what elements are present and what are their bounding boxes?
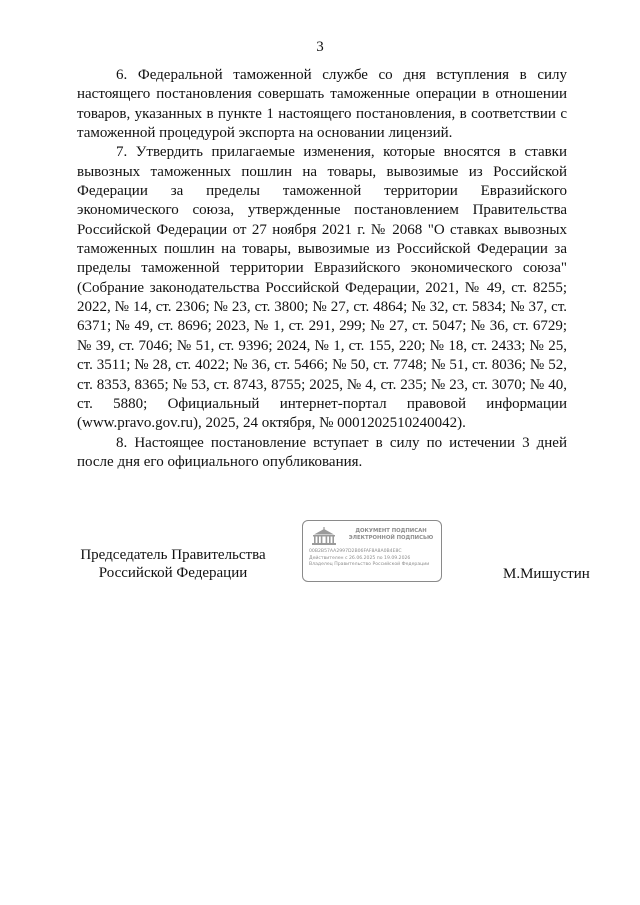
- signature-block: [0, 520, 640, 590]
- stamp-validity: Действителен с 26.06.2025 по 19.09.2026: [309, 556, 411, 561]
- stamp-owner: Владелец Правительство Российской Федерации: [309, 562, 430, 567]
- signer-title: [78, 546, 268, 582]
- signer-name: М.Мишустин: [503, 566, 590, 582]
- stamp-heading: ДОКУМЕНТ ПОДПИСАН ЭЛЕКТРОННОЙ ПОДПИСЬЮ: [348, 528, 434, 541]
- paragraph-7: 7. Утвердить прилагаемые изменения, которые вносятся в ставки вывозных таможенных пошлин на товары, вывозимые из Российской Федерации за пределы таможенной территории Евразийского экономического союза, утвержденные постановлением Правительства Российской Федерации от 27 ноября 2021 г. № 2068 "О ставках вывозных таможенных пошлин на товары, вывозимые из Российской Федерации за пределы таможенной территории Евразийского экономического союза" (Собрание законодательства Российской Федерации, 2021, № 49, ст. 8255; 2022, № 14, ст. 2306; № 23, ст. 3800; № 27, ст. 4864; № 32, ст. 5834; № 37, ст. 6371; № 49, ст. 8696; 2023, № 1, ст. 291, 299; № 27, ст. 5047; № 36, ст. 6729; № 39, ст. 7046; № 51, ст. 9396; 2024, № 1, ст. 155, 220; № 18, ст. 2433; № 25, ст. 3511; № 28, ст. 4022; № 36, ст. 5466; № 50, ст. 7748; № 51, ст. 8036; № 52, ст. 8353, 8365; № 53, ст. 8743, 8755; 2025, № 4, ст. 235; № 23, ст. 3070; № 40, ст. 5880; Официальный интернет-портал правовой информации (www.pravo.gov.ru), 2025, 24 октября, № 0001202510240042).: [77, 144, 567, 432]
- signer-title-line1: Председатель Правительства: [80, 547, 266, 563]
- electronic-signature-stamp: [302, 520, 442, 582]
- document-body: [77, 66, 567, 472]
- government-building-icon: [311, 527, 337, 547]
- signer-title-line2: Российской Федерации: [98, 565, 248, 581]
- paragraph-6: 6. Федеральной таможенной службе со дня вступления в силу настоящего постановления совершать таможенные операции в отношении товаров, указанных в пункте 1 настоящего постановления, в соответствии с таможенной процедурой экспорта на основании лицензий.: [77, 67, 567, 142]
- paragraph-8: 8. Настоящее постановление вступает в силу по истечении 3 дней после дня его официального опубликования.: [77, 434, 567, 470]
- stamp-certificate: 00B2B57AA2997D2B06FAF8A8A0B4E8C: [309, 549, 402, 554]
- page-number: 3: [316, 39, 324, 55]
